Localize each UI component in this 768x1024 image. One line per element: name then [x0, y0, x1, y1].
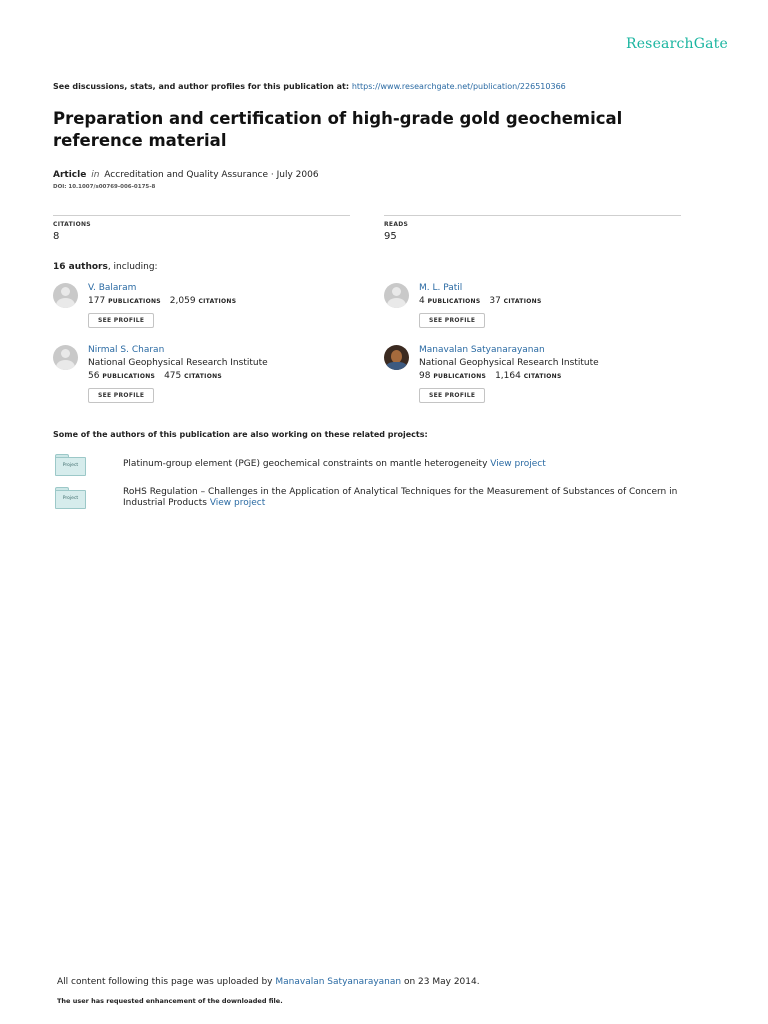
see-profile-button[interactable]: SEE PROFILE	[88, 313, 154, 328]
author-name[interactable]: Manavalan Satyanarayanan	[419, 345, 545, 355]
author-institution: National Geophysical Research Institute	[419, 358, 599, 368]
publications-count: 177	[88, 296, 106, 306]
enhancement-note: The user has requested enhancement of the downloaded file.	[57, 997, 283, 1005]
publications-count: 56	[88, 371, 100, 381]
see-profile-button[interactable]: SEE PROFILE	[419, 313, 485, 328]
author-name[interactable]: Nirmal S. Charan	[88, 345, 165, 355]
author-name[interactable]: V. Balaram	[88, 283, 137, 293]
authors-suffix: , including:	[107, 262, 158, 272]
upload-notice	[57, 977, 480, 987]
reads-value: 95	[384, 231, 397, 242]
publications-label: PUBLICATIONS	[102, 373, 156, 380]
publications-label: PUBLICATIONS	[433, 373, 487, 380]
project-folder-label: Project	[62, 496, 79, 501]
citations-label: CITATIONS	[184, 373, 223, 380]
citations-count: 2,059	[169, 296, 196, 306]
view-project-link[interactable]: View project	[209, 498, 266, 508]
citations-label: CITATIONS	[198, 298, 237, 305]
publication-url-link[interactable]: https://www.researchgate.net/publication/226510366	[351, 82, 566, 91]
citations-label: CITATIONS	[523, 373, 562, 380]
uploader-link[interactable]: Manavalan Satyanarayanan	[275, 977, 402, 987]
discussion-prefix: See discussions, stats, and author profiles for this publication at:	[53, 82, 350, 91]
upload-prefix: All content following this page was uploaded by	[57, 977, 273, 987]
publications-count: 4	[419, 296, 425, 306]
project-folder-icon	[55, 454, 85, 476]
project-folder-label: Project	[62, 463, 79, 468]
author-photo-avatar[interactable]	[384, 345, 409, 370]
citations-count: 1,164	[495, 371, 521, 381]
related-projects-heading: Some of the authors of this publication are also working on these related projects:	[53, 430, 428, 439]
see-profile-button[interactable]: SEE PROFILE	[88, 388, 154, 403]
project-folder-icon	[55, 487, 85, 509]
in-word: in	[91, 170, 100, 180]
citations-count: 37	[489, 296, 501, 306]
publication-type: Article	[53, 170, 87, 180]
citations-value: 8	[53, 231, 60, 242]
see-profile-button[interactable]: SEE PROFILE	[419, 388, 485, 403]
author-stats	[88, 371, 358, 381]
discussion-line	[53, 82, 566, 91]
authors-count: 16 authors	[53, 262, 108, 272]
avatar-placeholder-icon[interactable]	[53, 283, 78, 308]
author-stats	[419, 296, 689, 306]
upload-suffix: on 23 May 2014.	[403, 977, 480, 987]
citations-count: 475	[164, 371, 182, 381]
author-name[interactable]: M. L. Patil	[419, 283, 463, 293]
reads-stat	[384, 215, 681, 242]
avatar-placeholder-icon[interactable]	[384, 283, 409, 308]
avatar-placeholder-icon[interactable]	[53, 345, 78, 370]
authors-heading	[53, 262, 158, 272]
author-institution: National Geophysical Research Institute	[88, 358, 268, 368]
journal-date: Accreditation and Quality Assurance · July 2006	[104, 170, 319, 180]
project-description	[123, 459, 713, 470]
author-stats	[88, 296, 358, 306]
project-title: RoHS Regulation – Challenges in the Application of Analytical Techniques for the Measurement of Substances of Concern in Industrial Products	[123, 487, 678, 508]
publications-label: PUBLICATIONS	[427, 298, 481, 305]
doi: DOI: 10.1007/s00769-006-0175-8	[53, 184, 156, 190]
project-description	[123, 487, 713, 509]
author-stats	[419, 371, 689, 381]
publication-meta	[53, 170, 319, 180]
researchgate-logo[interactable]: ResearchGate	[625, 36, 728, 52]
publications-count: 98	[419, 371, 431, 381]
citations-label: CITATIONS	[503, 298, 542, 305]
citations-label: CITATIONS	[53, 221, 91, 228]
project-title: Platinum-group element (PGE) geochemical constraints on mantle heterogeneity	[123, 459, 488, 469]
publications-label: PUBLICATIONS	[108, 298, 161, 305]
reads-label: READS	[384, 221, 409, 228]
view-project-link[interactable]: View project	[490, 459, 546, 469]
citations-stat	[53, 215, 350, 242]
publication-title: Preparation and certification of high-grade gold geochemical reference material	[53, 109, 623, 150]
